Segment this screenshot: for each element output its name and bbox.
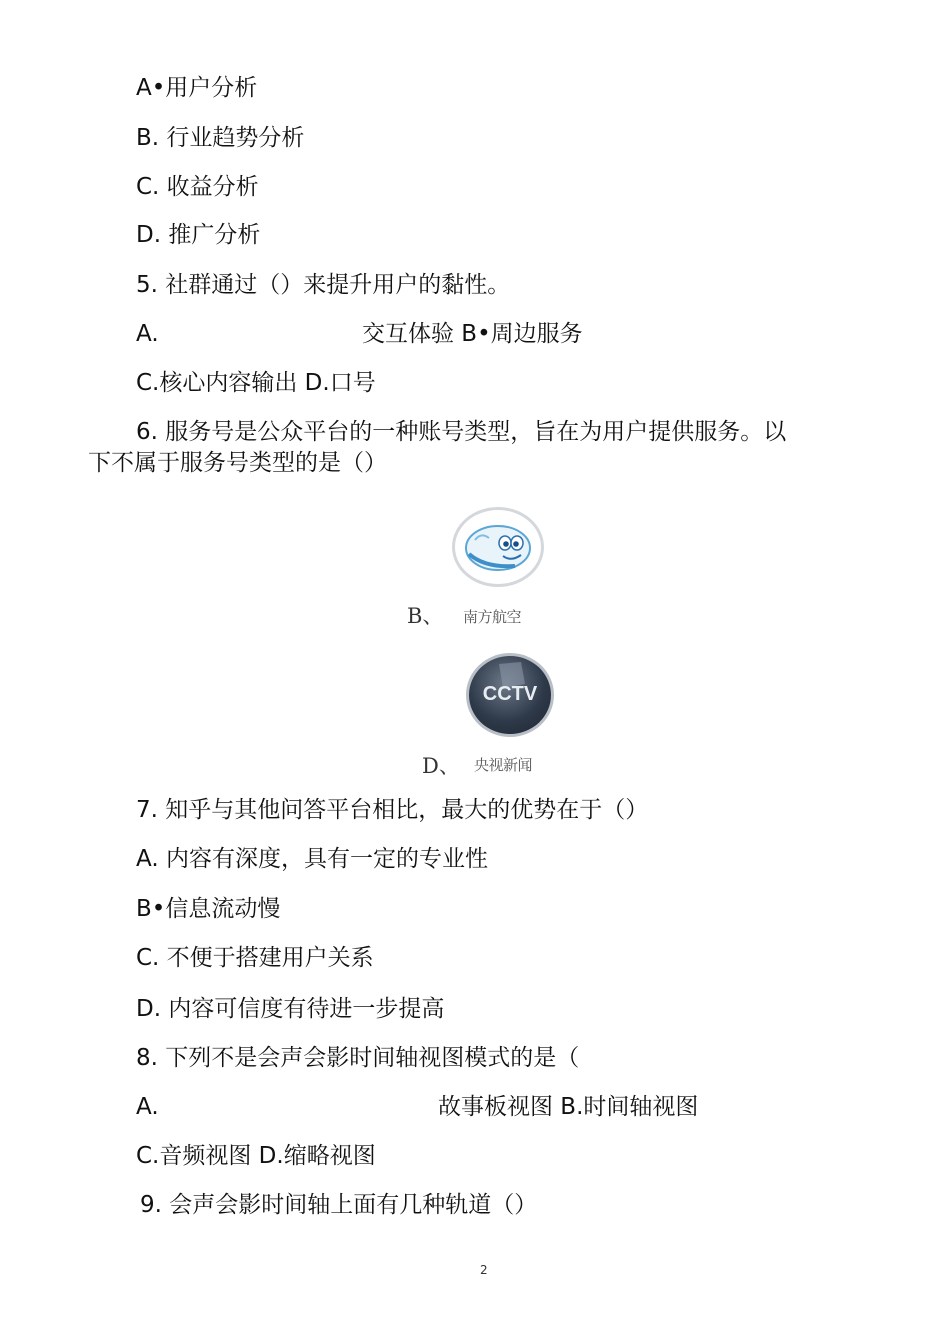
q5-option-c-d: C.核心内容输出 D.口号	[136, 370, 376, 396]
q7-option-a: A. 内容有深度，具有一定的专业性	[136, 846, 488, 872]
page-number: 2	[480, 1263, 488, 1277]
q6-option-d-letter: D、	[422, 754, 460, 778]
question-5: 5. 社群通过（）来提升用户的黏性。	[136, 272, 511, 298]
q8-option-a-letter: A.	[136, 1094, 159, 1120]
q6-option-b-letter: B、	[407, 604, 444, 628]
question-9: 9. 会声会影时间轴上面有几种轨道（）	[140, 1192, 538, 1218]
q8-option-c-d: C.音频视图 D.缩略视图	[136, 1143, 376, 1169]
q4-option-c: C. 收益分析	[136, 174, 259, 200]
question-6-line-2: 下不属于服务号类型的是（）	[88, 450, 387, 476]
q6-option-b-caption: 南方航空	[463, 608, 522, 626]
q7-option-d: D. 内容可信度有待进一步提高	[136, 996, 445, 1022]
q5-option-a-letter: A.	[136, 321, 159, 347]
svg-text:CCTV: CCTV	[482, 683, 538, 705]
q4-option-b: B. 行业趋势分析	[136, 125, 305, 151]
cctv-news-logo-icon	[466, 653, 554, 737]
question-7: 7. 知乎与其他问答平台相比，最大的优势在于（）	[136, 797, 649, 823]
q4-option-d: D. 推广分析	[136, 222, 261, 248]
q7-option-c: C. 不便于搭建用户关系	[136, 945, 374, 971]
q7-option-b: B•信息流动慢	[136, 896, 281, 922]
question-8: 8. 下列不是会声会影时间轴视图模式的是（	[136, 1045, 580, 1071]
question-6-line-1: 6. 服务号是公众平台的一种账号类型，旨在为用户提供服务。以	[136, 419, 787, 445]
q6-option-d-caption: 央视新闻	[474, 756, 533, 774]
q5-option-a-b: 交互体验 B•周边服务	[362, 321, 583, 347]
q8-option-a-b: 故事板视图 B.时间轴视图	[438, 1094, 699, 1120]
china-southern-logo-icon	[452, 507, 544, 587]
q4-option-a: A•用户分析	[136, 75, 258, 101]
